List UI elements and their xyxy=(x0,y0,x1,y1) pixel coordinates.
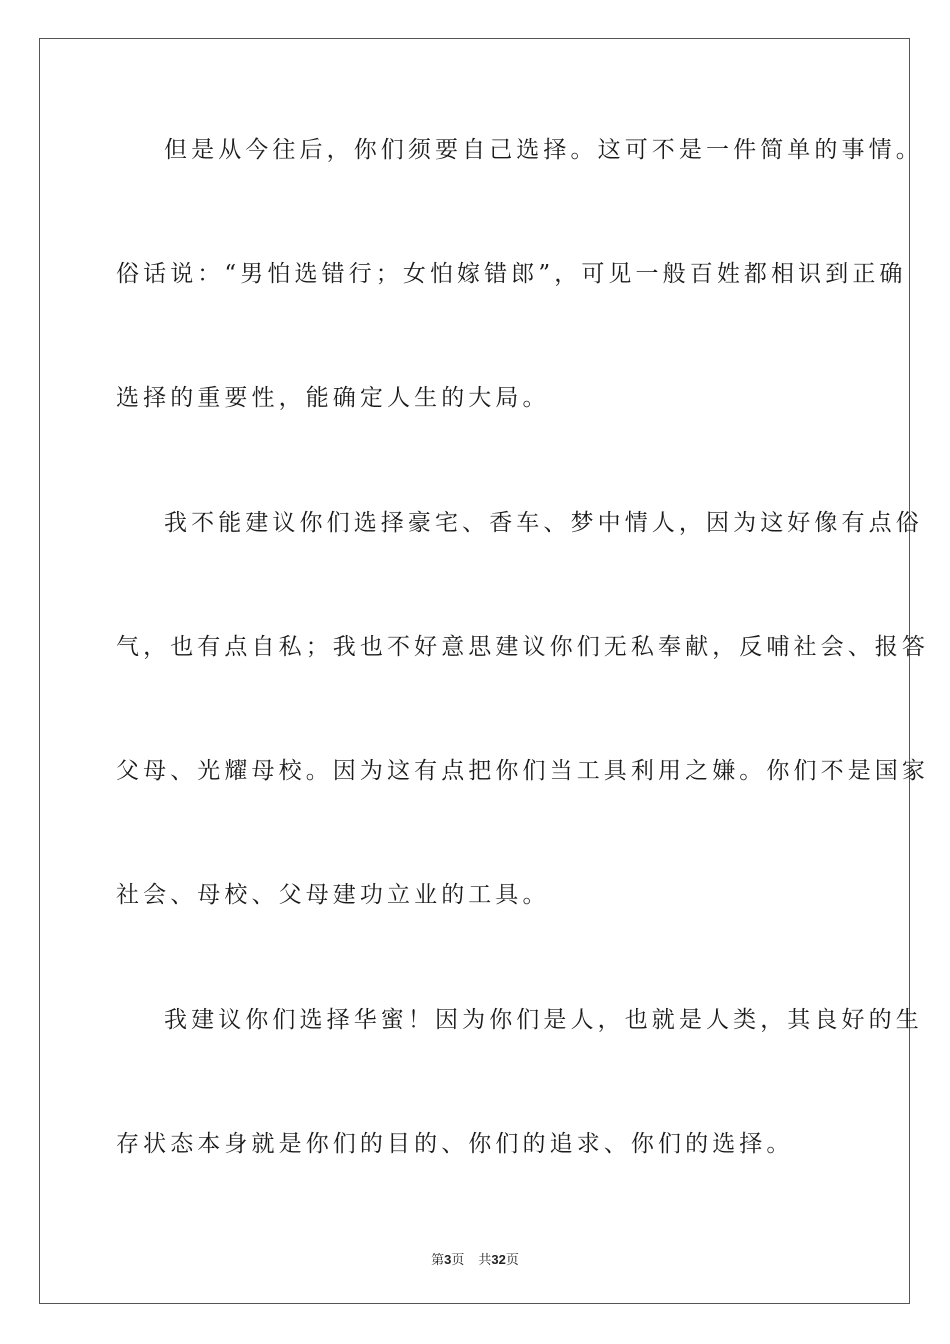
footer-total-pages: 32 xyxy=(491,1252,506,1267)
paragraph-1-line-2: 俗话说：“男怕选错行；女怕嫁错郎”，可见一般百姓都相识到正确 xyxy=(116,261,907,287)
footer-total-prefix: 共 xyxy=(478,1253,492,1268)
paragraph-2-line-4: 社会、母校、父母建功立业的工具。 xyxy=(116,882,550,908)
footer-page-number: 3 xyxy=(444,1252,452,1267)
paragraph-1-line-3: 选择的重要性，能确定人生的大局。 xyxy=(116,385,550,411)
paragraph-2-line-3: 父母、光耀母校。因为这有点把你们当工具利用之嫌。你们不是国家 xyxy=(116,758,929,784)
page-border xyxy=(39,38,910,1304)
paragraph-1-line-1: 但是从今往后，你们须要自己选择。这可不是一件简单的事情。 xyxy=(164,137,923,163)
footer-page-suffix: 页 xyxy=(451,1253,465,1268)
page-footer xyxy=(0,1249,950,1268)
paragraph-2-line-1: 我不能建议你们选择豪宅、香车、梦中情人，因为这好像有点俗 xyxy=(164,510,923,536)
footer-page-prefix: 第 xyxy=(431,1253,445,1268)
paragraph-3-line-1: 我建议你们选择华蜜！因为你们是人，也就是人类，其良好的生 xyxy=(164,1007,923,1033)
paragraph-3-line-2: 存状态本身就是你们的目的、你们的追求、你们的选择。 xyxy=(116,1131,794,1157)
footer-total-suffix: 页 xyxy=(505,1253,519,1268)
paragraph-2-line-2: 气，也有点自私；我也不好意思建议你们无私奉献，反哺社会、报答 xyxy=(116,634,929,660)
